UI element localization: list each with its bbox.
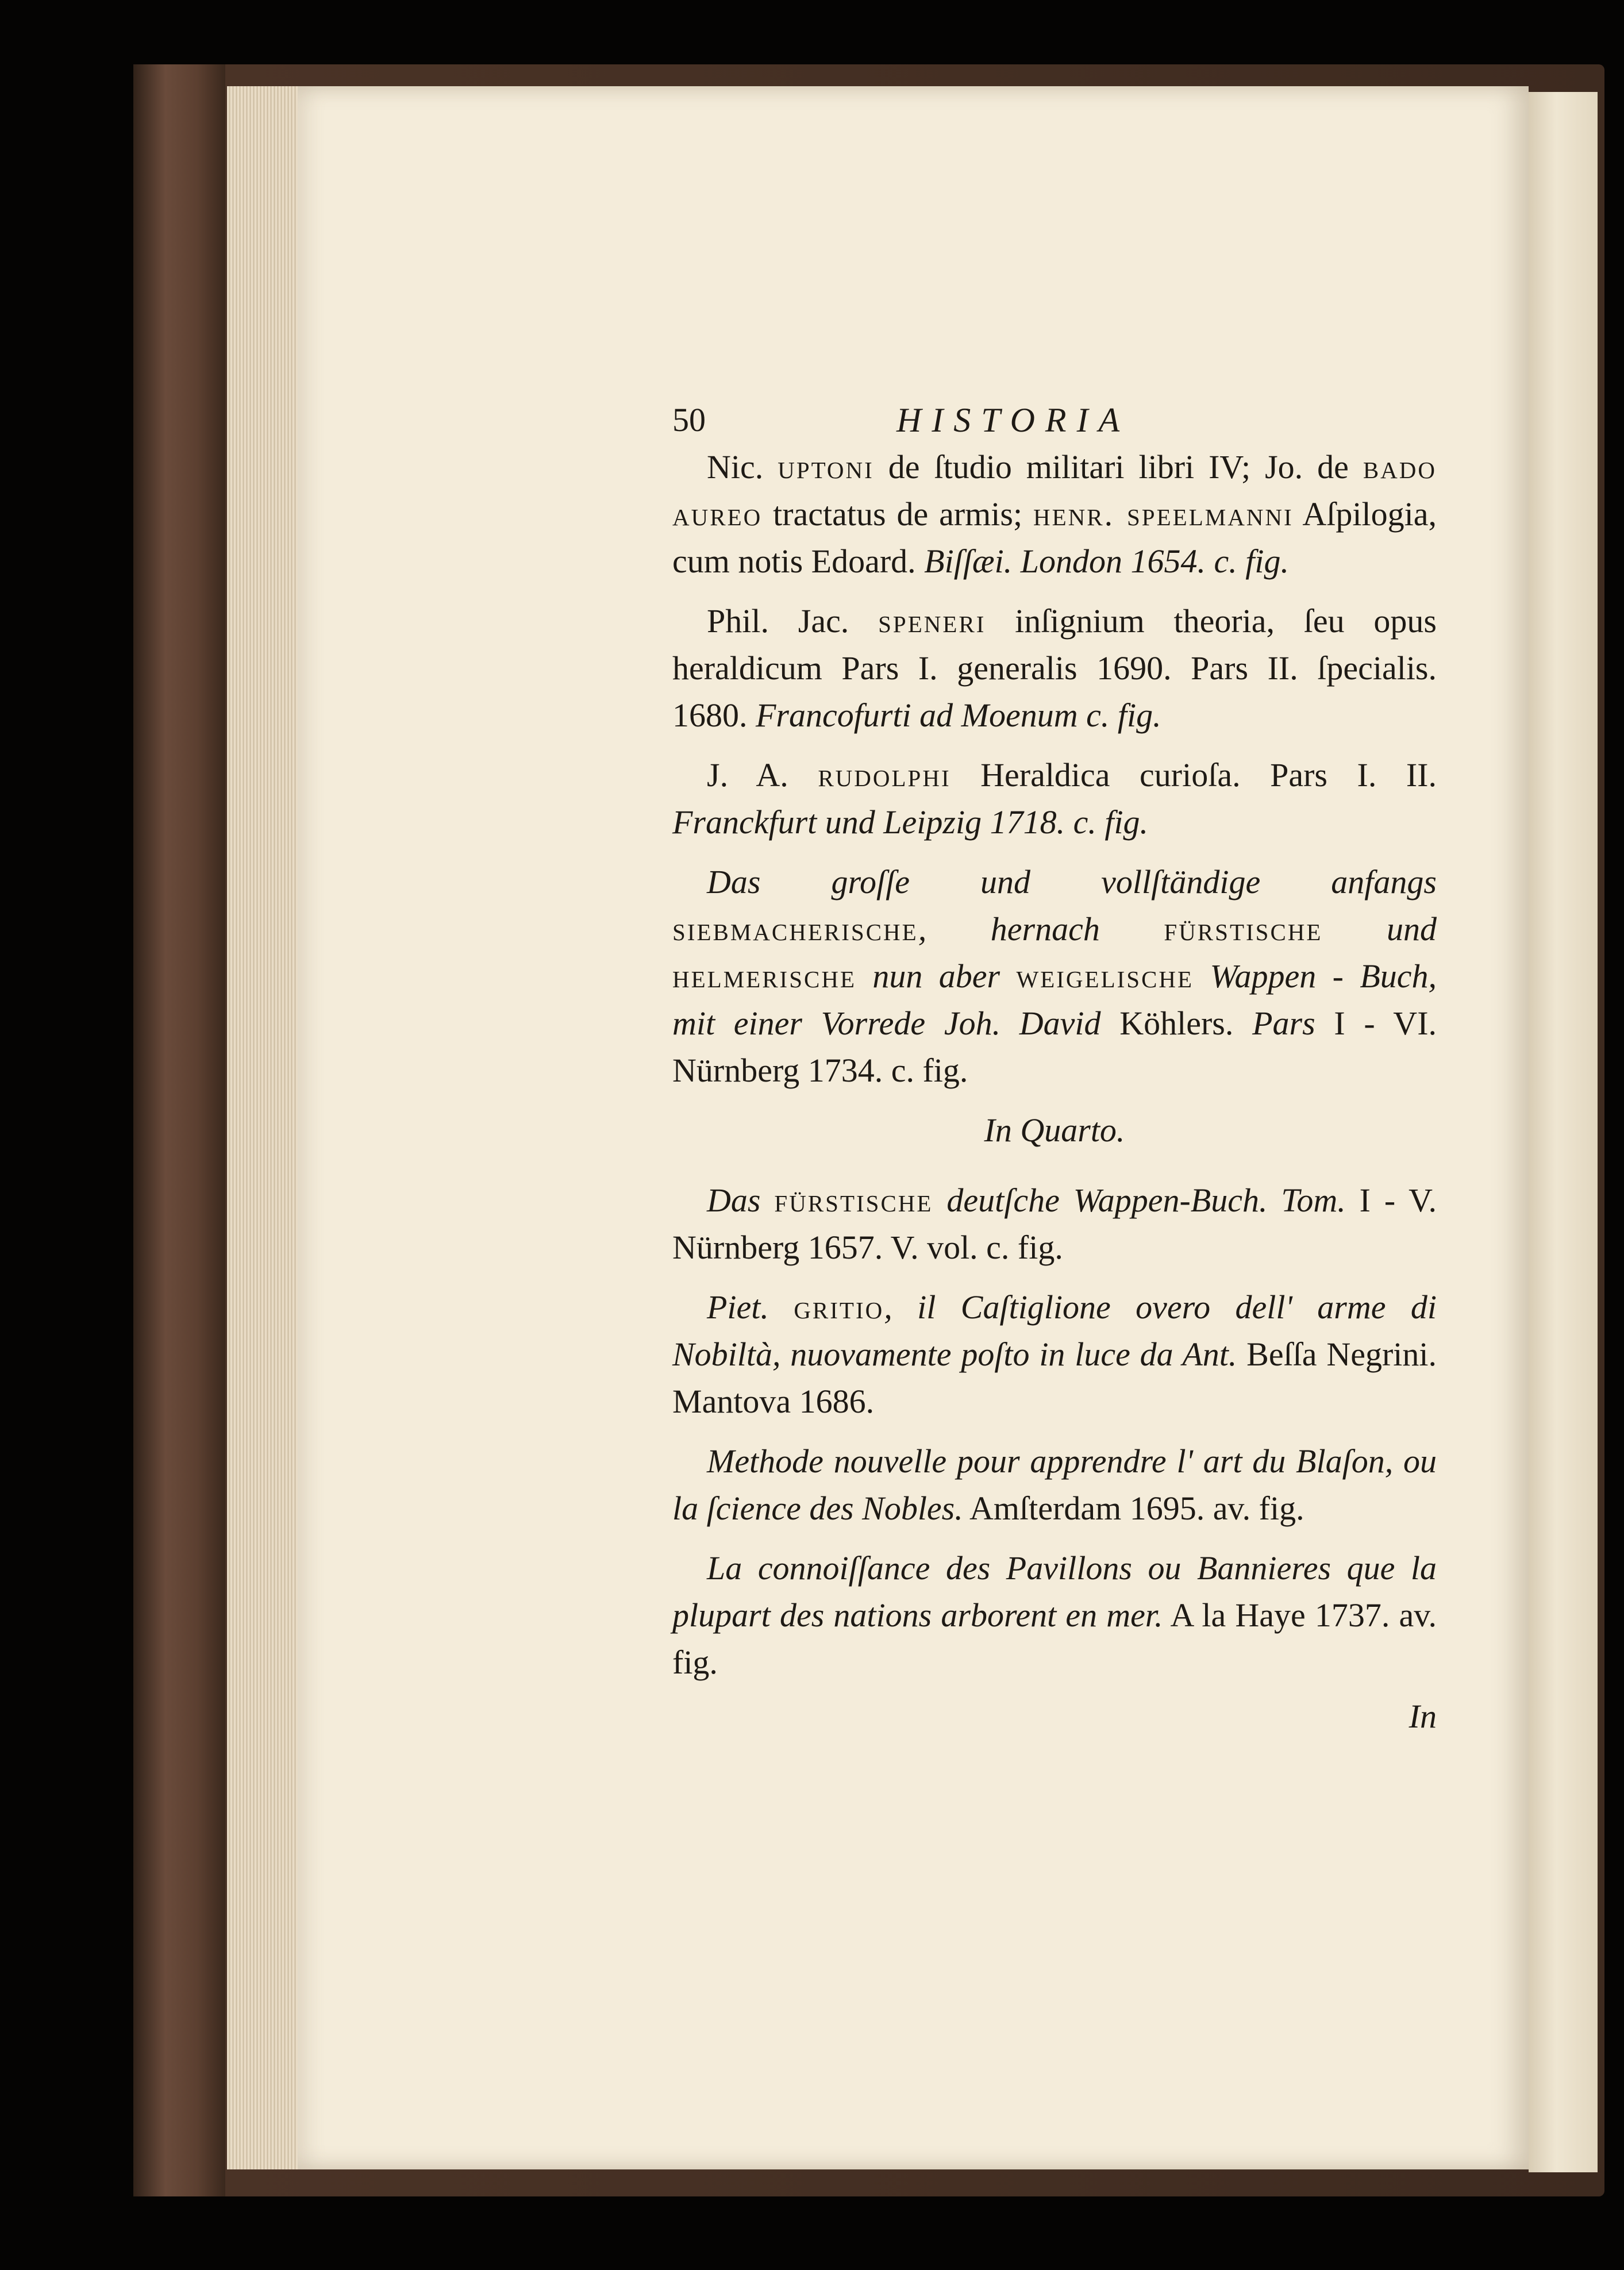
section-heading: In Quarto.	[984, 1111, 1125, 1149]
entry-text-segment: henr. speelmanni	[1033, 495, 1294, 533]
entry-text-segment: Phil. Jac.	[707, 602, 879, 640]
entry-text-segment: Wappen - Buch, mit einer Vorrede Joh. David	[672, 957, 1437, 1042]
entry-text-segment: weigelische	[1016, 957, 1194, 995]
bibliography-entry	[672, 444, 1437, 585]
page-number: 50	[672, 401, 706, 438]
bibliography-entry	[672, 1438, 1437, 1532]
page-header	[672, 397, 1437, 444]
entry-text-segment: A la Haye 1737. av. fig.	[672, 1596, 1437, 1681]
entry-text-segment: Methode nouvelle pour apprendre l' art du Blaſon, ou la ſcience des Nobles.	[672, 1442, 1437, 1527]
bibliography-entry	[672, 598, 1437, 739]
entry-text-segment: bado aureo	[672, 448, 1437, 533]
entry-text-segment: rudolphi	[818, 756, 951, 794]
entry-text-segment: , il Caſtiglione overo dell' arme di Nobiltà, nuovamente poſto in luce da Ant.	[672, 1288, 1437, 1373]
entry-text-segment: inſignium theoria, ſeu opus heraldicum Pars I. generalis 1690. Pars II. ſpecialis. 1680.	[672, 602, 1437, 734]
running-head: HISTORIA	[896, 401, 1130, 439]
bibliography-entry	[672, 752, 1437, 846]
facing-page-edge	[1529, 92, 1598, 2172]
entry-text-segment: nun aber	[856, 957, 1017, 995]
entry-text-segment: gritio	[794, 1288, 884, 1326]
bibliography-entry	[672, 1177, 1437, 1271]
entry-text-segment: tractatus de armis;	[762, 495, 1033, 533]
entry-text-segment: Beſſa Negrini. Mantova 1686.	[672, 1336, 1437, 1420]
catchword: In	[1409, 1698, 1437, 1735]
entry-text-segment: speneri	[878, 602, 986, 640]
entry-text-segment: Francofurti ad Moenum c. fig.	[756, 697, 1161, 734]
entry-text-segment: Das	[707, 1182, 775, 1219]
entry-text-segment: I - V. Nürnberg 1657. V. vol. c. fig.	[672, 1182, 1437, 1266]
entry-text-segment: J. A.	[707, 756, 818, 794]
entry-text-segment: fürstische	[774, 1182, 933, 1219]
entry-text-segment: Piet.	[707, 1288, 794, 1326]
entry-text-segment: de ſtudio militari libri IV; Jo. de	[873, 448, 1363, 486]
entry-text-segment: Pars	[1252, 1005, 1315, 1042]
entry-text-segment: siebmacherische	[672, 910, 918, 948]
entry-text-segment: Aſpilogia, cum notis Edoard.	[672, 495, 1437, 580]
book-spine-board	[133, 64, 225, 2196]
entry-text-segment: deutſche Wappen-Buch. Tom.	[933, 1182, 1346, 1219]
entry-text-segment: , hernach	[918, 910, 1164, 948]
entry-text-segment: I - VI. Nürnberg 1734. c. fig.	[672, 1005, 1437, 1089]
entry-text-segment: fürstische	[1164, 910, 1323, 948]
entry-text-segment: und	[1322, 910, 1437, 948]
entry-text-segment: helmerische	[672, 957, 856, 995]
entry-text-segment: Heraldica curioſa. Pars I. II.	[950, 756, 1437, 794]
page-text	[672, 397, 1437, 1740]
bibliography-entry	[672, 859, 1437, 1094]
entry-text-segment: La connoiſſance des Pavillons ou Bannieres que la plupart des nations arborent en mer.	[672, 1549, 1437, 1634]
entry-text-segment: Das groſſe und vollſtändige anfangs	[707, 863, 1437, 901]
entry-text-segment: Amſterdam 1695. av. fig.	[963, 1490, 1304, 1527]
bibliography-entry	[672, 1284, 1437, 1425]
entry-text-segment: Köhlers.	[1119, 1005, 1253, 1042]
entry-text-segment: Franckfurt und Leipzig 1718. c. fig.	[672, 803, 1149, 841]
entry-text-segment: Biſſæi. London 1654. c. fig.	[924, 543, 1289, 580]
bibliography-entry	[672, 1545, 1437, 1686]
page-block-edge	[227, 86, 299, 2169]
entry-text-segment: Nic.	[707, 448, 778, 486]
entry-text-segment: uptoni	[778, 448, 874, 486]
